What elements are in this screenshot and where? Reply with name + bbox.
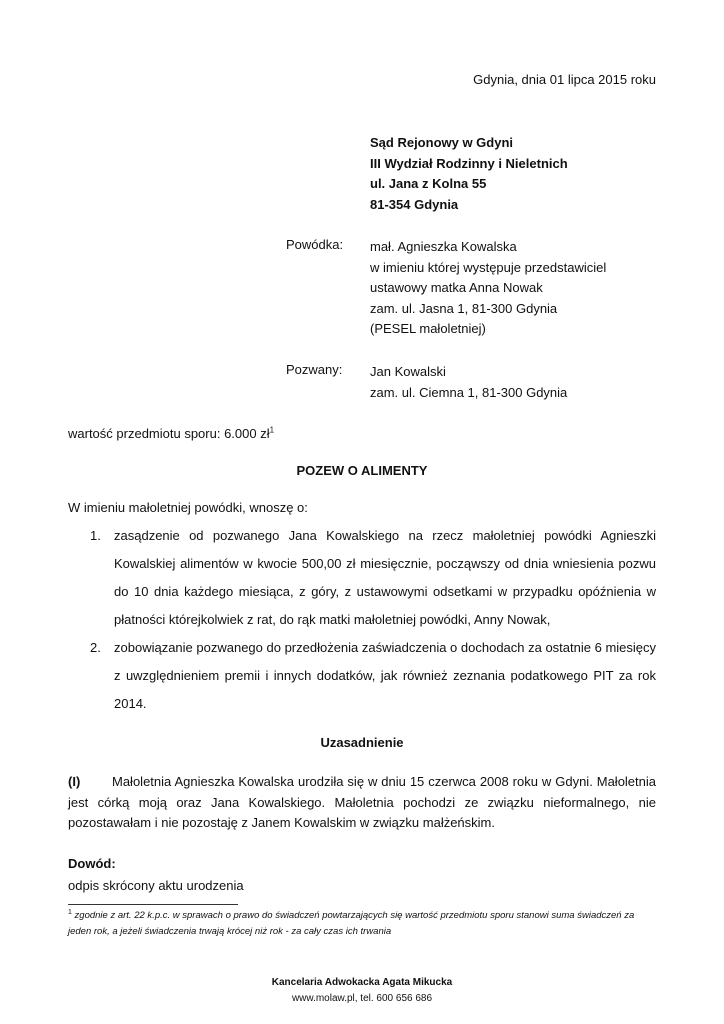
plaintiff-pesel: (PESEL małoletniej): [370, 321, 486, 336]
court-division: III Wydział Rodzinny i Nieletnich: [370, 155, 568, 171]
footnote-reference: 1: [269, 425, 275, 435]
dispute-value: [68, 426, 274, 441]
court-name: Sąd Rejonowy w Gdyni: [370, 135, 514, 150]
plaintiff-name: mał. Agnieszka Kowalska: [370, 239, 517, 254]
plaintiff-address: zam. ul. Jasna 1, 81-300 Gdynia: [370, 300, 558, 316]
justification-text: Małoletnia Agnieszka Kowalska urodziła się w dniu 15 czerwca 2008 roku w Gdyni. Małoletnia jest córką moją oraz Jana Kowalskiego. Małoletnia pochodzi ze związku nieformalnego, nie pozostawałam i nie pozostaję z Janem Kowalskim w związku małżeńskim.: [68, 774, 656, 830]
court-city: 81-354 Gdynia: [370, 196, 459, 212]
defendant-details: [370, 362, 567, 403]
defendant-label: Pozwany:: [286, 362, 343, 377]
document-date: Gdynia, dnia 01 lipca 2015 roku: [473, 72, 656, 87]
claim-text: zobowiązanie pozwanego do przedłożenia zaświadczenia o dochodach za ostatnie 6 miesięcy z uwzględnieniem premii i innych dodatków, jak również zeznania podatkowego PIT za rok 2014.: [114, 640, 657, 711]
dispute-value-text: wartość przedmiotu sporu: 6.000 zł: [68, 426, 270, 441]
plaintiff-representation: w imieniu której występuje przedstawiciel: [370, 259, 607, 275]
plaintiff-representative: ustawowy matka Anna Nowak: [370, 280, 543, 295]
justification-heading: Uzasadnienie: [320, 735, 404, 750]
plaintiff-label: Powódka:: [286, 237, 344, 252]
claim-number: 1.: [90, 528, 101, 543]
court-street: ul. Jana z Kolna 55: [370, 176, 487, 191]
claim-number: 2.: [90, 640, 101, 655]
defendant-address: zam. ul. Ciemna 1, 81-300 Gdynia: [370, 384, 568, 400]
justification-paragraph: [68, 772, 656, 834]
footer: [0, 975, 724, 1007]
claims-intro: W imieniu małoletniej powódki, wnoszę o:: [68, 500, 308, 515]
claims-list: [68, 522, 656, 718]
evidence-item: odpis skrócony aktu urodzenia: [68, 878, 244, 893]
claim-item: [68, 634, 656, 718]
claim-text: zasądzenie od pozwanego Jana Kowalskiego na rzecz małoletniej powódki Agnieszki Kowalskiej alimentów w kwocie 500,00 zł miesięcznie, począwszy od dnia wniesienia pozwu do 10 dnia każdego miesiąca, z góry, z ustawowymi odsetkami w przypadku opóźnienia w płatności którejkolwiek z rat, do rąk matki małoletniej powódki, Anny Nowak,: [114, 528, 656, 627]
footer-contact: www.molaw.pl, tel. 600 656 686: [291, 993, 433, 1004]
footnote-divider: [68, 904, 238, 905]
footer-firm: Kancelaria Adwokacka Agata Mikucka: [271, 977, 453, 988]
section-tag: (I): [68, 774, 81, 789]
footnote-text: zgodnie z art. 22 k.p.c. w sprawach o prawo do świadczeń powtarzających się wartość przedmiotu sporu stanowi suma świadczeń za jeden rok, a jeżeli świadczenia trwają krócej niż rok - za cały czas ich trwania: [68, 910, 635, 937]
court-address: [370, 133, 568, 215]
footnote: [68, 908, 658, 940]
plaintiff-details: [370, 237, 606, 340]
footnote-number: 1: [68, 908, 72, 916]
evidence-label: Dowód:: [68, 856, 116, 871]
defendant-name: Jan Kowalski: [370, 364, 446, 379]
claim-item: [68, 522, 656, 634]
document-title: POZEW O ALIMENTY: [296, 463, 428, 478]
